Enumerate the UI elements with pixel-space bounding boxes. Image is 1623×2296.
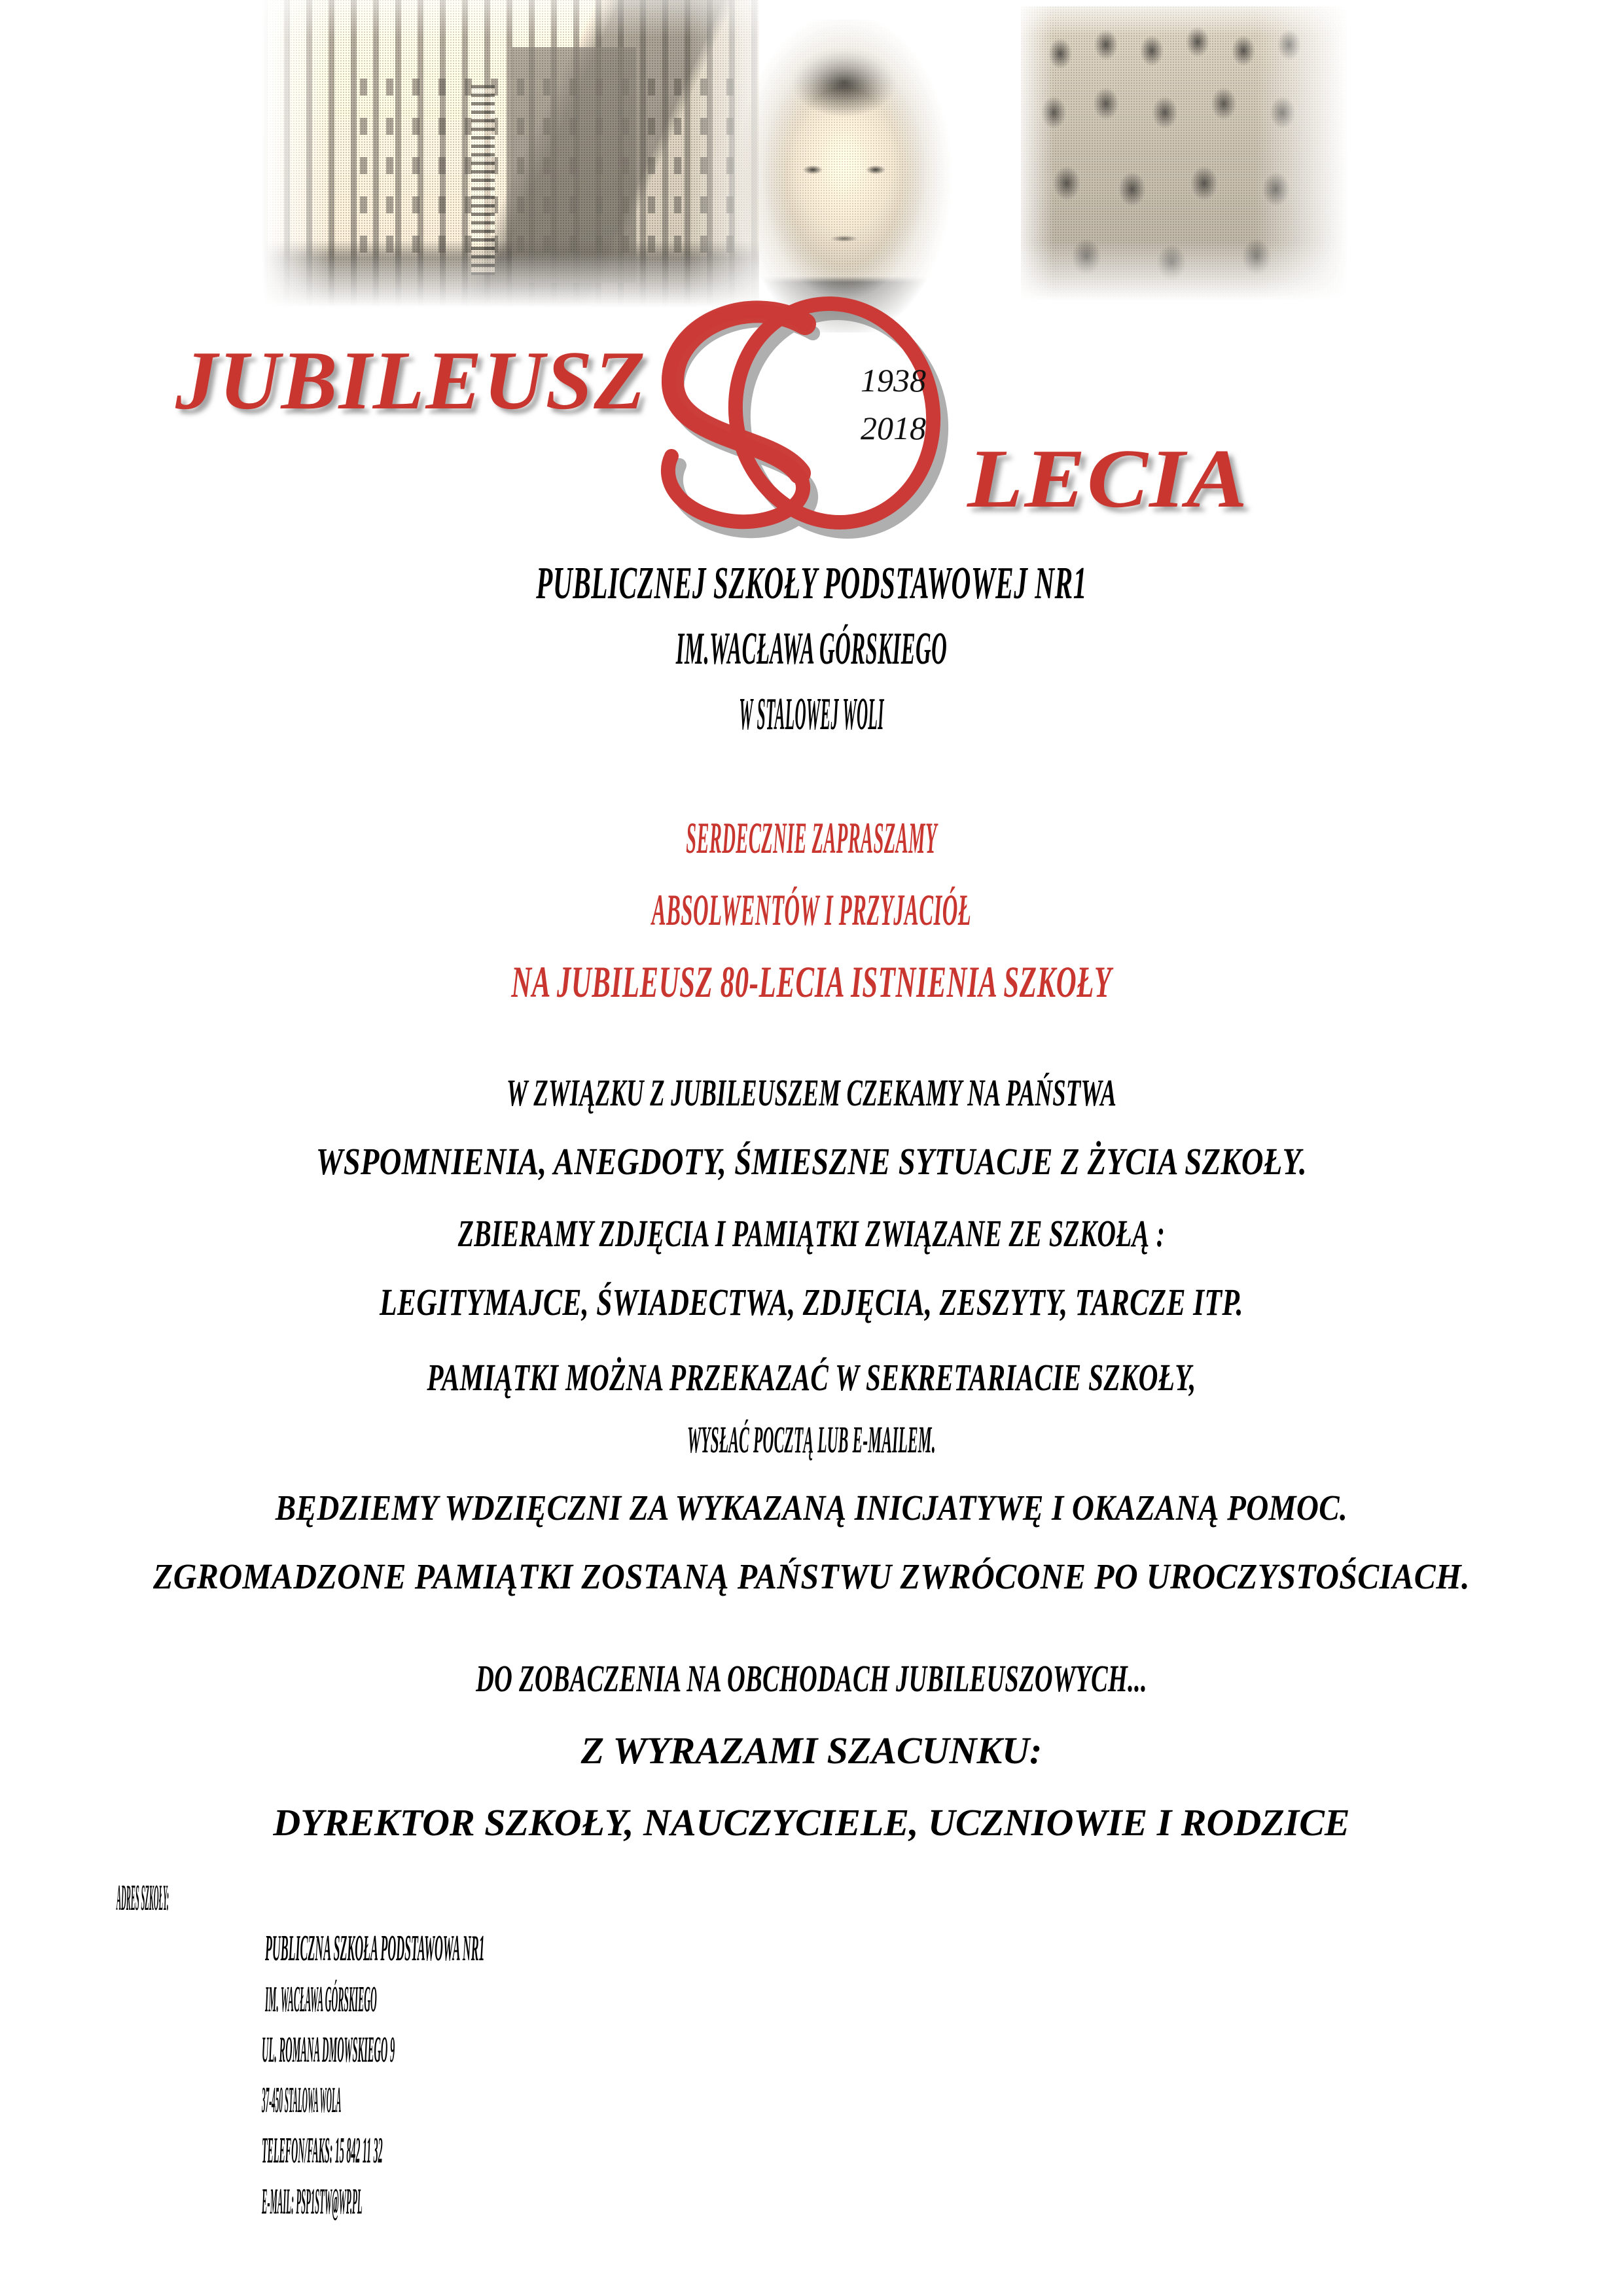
school-name-line-2: IM.WACŁAWA GÓRSKIEGO xyxy=(675,624,948,674)
address-line-4: 37-450 STALOWA WOLA xyxy=(262,2080,342,2121)
body-paragraph-4-line-1: BĘDZIEMY WDZIĘCZNI ZA WYKAZANĄ INICJATYWĘ I OKAZANĄ POMOC. xyxy=(275,1488,1348,1528)
jubilee-years xyxy=(818,357,969,452)
school-building-photo xyxy=(262,0,759,308)
address-phone: TELEFON/FAKS: 15 842 11 32 xyxy=(262,2130,383,2172)
logo-word-lecia: LECIA xyxy=(967,432,1249,525)
body-paragraph-3-line-1: PAMIĄTKI MOŻNA PRZEKAZAĆ W SEKRETARIACIE SZKOŁY, xyxy=(427,1356,1196,1399)
address-heading: ADRES SZKOŁY: xyxy=(116,1878,169,1918)
halftone-texture xyxy=(1021,7,1348,301)
class-group-photo xyxy=(1021,7,1348,301)
signature-salutation: Z WYRAZAMI SZACUNKU: xyxy=(580,1729,1043,1772)
invitation-line-3: NA JUBILEUSZ 80-LECIA ISTNIENIA SZKOŁY xyxy=(511,957,1112,1007)
signature-signatories: DYREKTOR SZKOŁY, NAUCZYCIELE, UCZNIOWIE I RODZICE xyxy=(273,1801,1350,1844)
body-paragraph-3-line-2: WYSŁAĆ POCZTĄ LUB E-MAILEM. xyxy=(687,1418,936,1461)
address-line-1: PUBLICZNA SZKOŁA PODSTAWOWA NR1 xyxy=(265,1928,485,1969)
school-name-line-3: W STALOWEJ WOLI xyxy=(739,689,884,740)
body-paragraph-2-line-2: LEGITYMAJCE, ŚWIADECTWA, ZDJĘCIA, ZESZYTY, TARCZE ITP. xyxy=(380,1281,1243,1323)
year-from: 1938 xyxy=(861,362,926,399)
body-paragraph-1-line-1: W ZWIĄZKU Z JUBILEUSZEM CZEKAMY NA PAŃSTWA xyxy=(506,1071,1117,1114)
header-photo-collage xyxy=(0,0,1623,334)
address-email: E-MAIL: PSP1STW@WP.PL xyxy=(262,2181,363,2222)
year-to: 2018 xyxy=(861,409,926,446)
address-block xyxy=(0,1873,1623,2227)
invitation-line-1: SERDECZNIE ZAPRASZAMY xyxy=(686,813,937,863)
school-name-line-1: PUBLICZNEJ SZKOŁY PODSTAWOWEJ NR1 xyxy=(536,558,1087,609)
address-line-3: UL. ROMANA DMOWSKIEGO 9 xyxy=(262,2029,395,2070)
logo-word-jubileusz: JUBILEUSZ xyxy=(175,334,647,427)
body-paragraph-2-line-1: ZBIERAMY ZDJĘCIA I PAMIĄTKI ZWIĄZANE ZE SZKOŁĄ : xyxy=(457,1212,1166,1255)
jubilee-logo-band xyxy=(0,298,1623,527)
address-line-2: IM. WACŁAWA GÓRSKIEGO xyxy=(265,1979,377,2020)
halftone-texture xyxy=(262,0,759,308)
closing-line: DO ZOBACZENIA NA OBCHODACH JUBILEUSZOWYCH... xyxy=(476,1657,1147,1700)
body-paragraph-4-line-2: ZGROMADZONE PAMIĄTKI ZOSTANĄ PAŃSTWU ZWRÓCONE PO UROCZYSTOŚCIACH. xyxy=(153,1556,1470,1596)
body-paragraph-1-line-2: WSPOMNIENIA, ANEGDOTY, ŚMIESZNE SYTUACJE Z ŻYCIA SZKOŁY. xyxy=(315,1140,1308,1183)
invitation-line-2: ABSOLWENTÓW I PRZYJACIÓŁ xyxy=(651,885,972,935)
